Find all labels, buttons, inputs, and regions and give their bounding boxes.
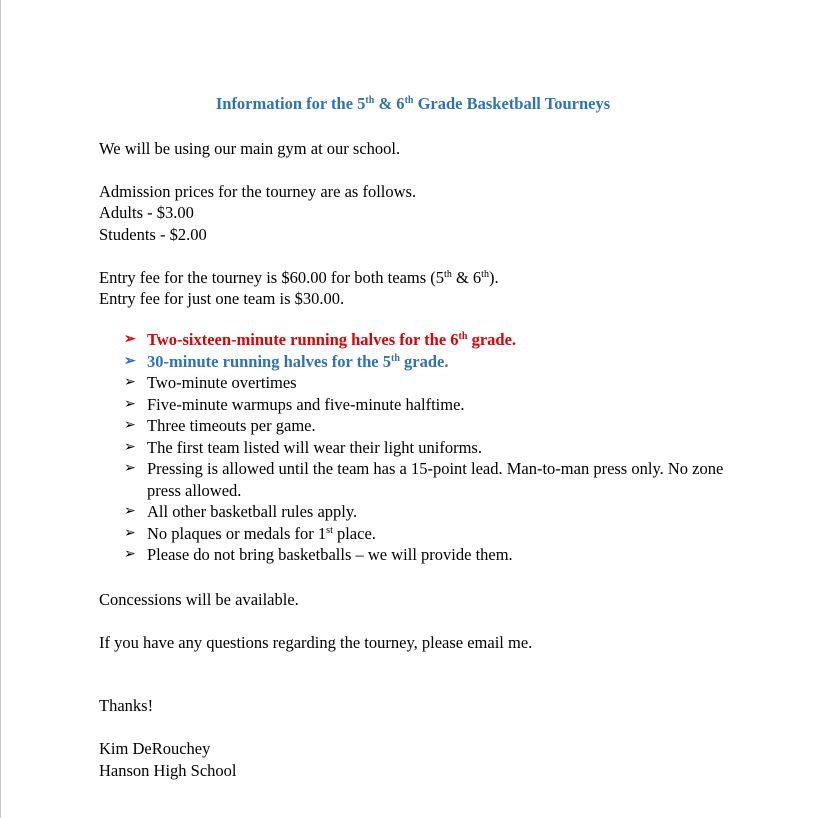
arrow-bullet-icon: ➢ xyxy=(124,396,136,412)
arrow-bullet-icon: ➢ xyxy=(124,504,136,519)
bullet-text: The first team listed will wear their light uniforms. xyxy=(147,437,482,457)
bullet-text: 30-minute running halves for the 5 xyxy=(147,351,392,371)
intro-paragraph: We will be using our main gym at our school. xyxy=(99,139,401,158)
list-item xyxy=(99,351,789,373)
bullet-text: No plaques or medals for 1 xyxy=(147,523,327,543)
list-item xyxy=(99,501,789,523)
list-item xyxy=(99,544,789,566)
concessions-paragraph: Concessions will be available. xyxy=(99,590,299,609)
entry-sup-1: th xyxy=(444,269,452,280)
title-text-3: Grade Basketball Tourneys xyxy=(413,94,611,113)
list-item xyxy=(99,523,789,545)
bullet-text: Five-minute warmups and five-minute halftime. xyxy=(147,394,465,414)
bullet-text: All other basketball rules apply. xyxy=(147,502,358,521)
title-sup-2: th xyxy=(404,95,414,106)
list-item xyxy=(99,394,789,416)
bullet-text: place. xyxy=(332,523,376,543)
bullet-text: Three timeouts per game. xyxy=(147,416,316,435)
page-left-border xyxy=(0,0,1,818)
list-item xyxy=(99,372,789,394)
questions-paragraph: If you have any questions regarding the tourney, please email me. xyxy=(99,633,533,652)
entry-text-3: ). xyxy=(488,268,499,287)
admission-students: Students - $2.00 xyxy=(99,225,207,244)
bullet-text: Two-sixteen-minute running halves for the 6 xyxy=(147,330,459,349)
arrow-bullet-icon: ➢ xyxy=(124,461,136,476)
signature-name: Kim DeRouchey xyxy=(99,739,211,758)
entry-text-2: & 6 xyxy=(451,268,482,287)
list-item xyxy=(99,458,737,501)
entry-sup-2: th xyxy=(481,269,489,280)
arrow-bullet-icon: ➢ xyxy=(124,375,136,390)
admission-heading: Admission prices for the tourney are as follows. xyxy=(99,182,417,201)
arrow-bullet-icon: ➢ xyxy=(124,332,136,347)
arrow-bullet-icon: ➢ xyxy=(124,547,136,562)
arrow-bullet-icon: ➢ xyxy=(124,439,136,455)
entry-text-1: Entry fee for the tourney is $60.00 for both teams (5 xyxy=(99,268,445,287)
rules-list xyxy=(99,329,789,566)
thanks-line: Thanks! xyxy=(99,696,154,715)
arrow-bullet-icon: ➢ xyxy=(124,353,136,369)
admission-adults: Adults - $3.00 xyxy=(99,203,194,222)
list-item xyxy=(99,329,789,351)
arrow-bullet-icon: ➢ xyxy=(124,418,136,433)
bullet-sup: th xyxy=(458,331,468,342)
title-sup-1: th xyxy=(365,95,375,106)
document-title xyxy=(178,94,648,114)
signature-school: Hanson High School xyxy=(99,761,237,780)
entry-fee-one: Entry fee for just one team is $30.00. xyxy=(99,289,345,308)
arrow-bullet-icon: ➢ xyxy=(124,525,136,541)
bullet-sup: th xyxy=(391,352,400,364)
list-item xyxy=(99,437,789,459)
bullet-sup: st xyxy=(326,524,333,536)
bullet-text: Two-minute overtimes xyxy=(147,373,297,392)
title-text-2: & 6 xyxy=(374,94,405,113)
bullet-text: Please do not bring basketballs – we will provide them. xyxy=(147,545,513,564)
title-text-1: Information for the 5 xyxy=(215,94,366,113)
list-item xyxy=(99,415,789,437)
bullet-text: Pressing is allowed until the team has a 15-point lead. Man-to-man press only. No zone press allowed. xyxy=(147,459,724,500)
bullet-text: grade. xyxy=(467,330,517,349)
bullet-text: grade. xyxy=(399,351,449,371)
entry-fee-both xyxy=(99,267,499,289)
